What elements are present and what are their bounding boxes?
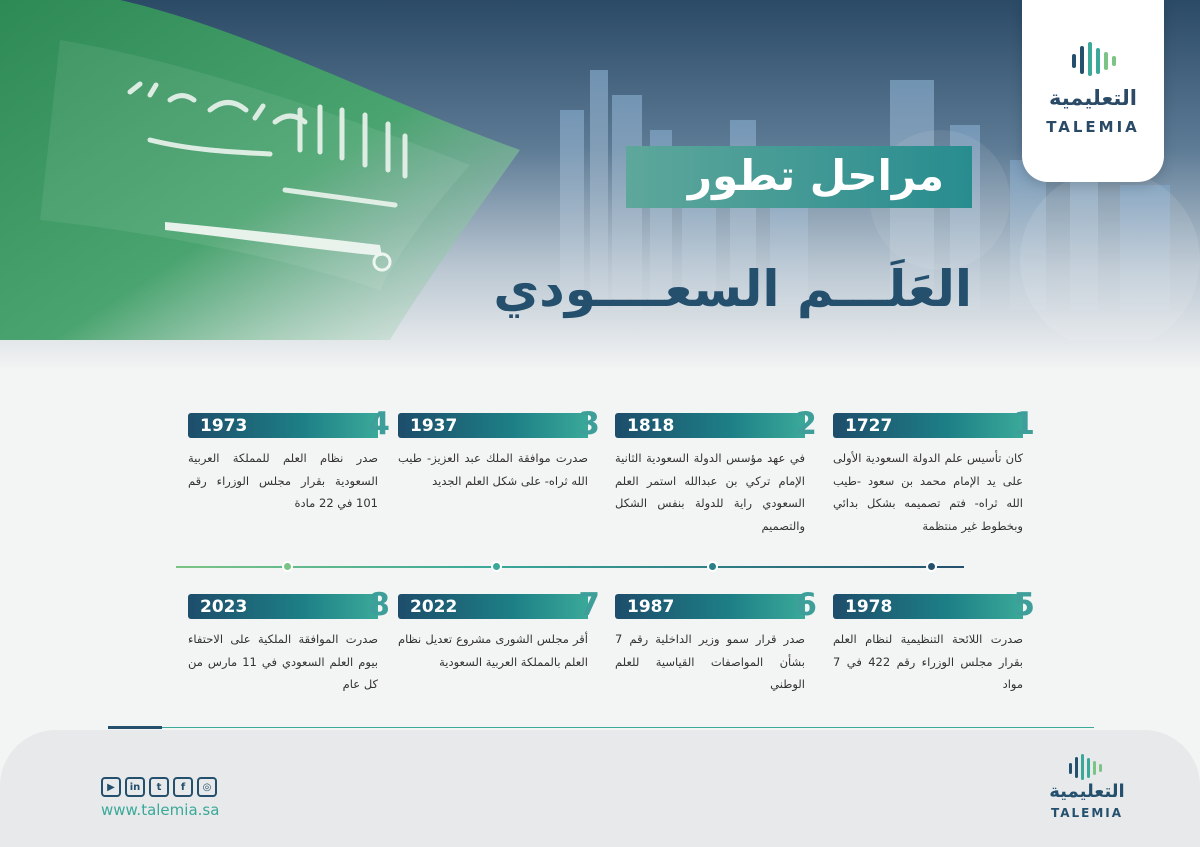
step-number: 4 xyxy=(368,406,390,442)
step-description: صدرت موافقة الملك عبد العزيز- طيب الله ثراه- على شكل العلم الجديد xyxy=(398,451,588,488)
step-year: 1818 xyxy=(627,416,675,436)
step-number: 1 xyxy=(1013,406,1035,442)
step-year: 1978 xyxy=(845,597,893,617)
footer-logo-bars-icon xyxy=(1069,754,1105,780)
logo-arabic-text: التعليمية xyxy=(1048,86,1138,110)
talemia-logo-card[interactable] xyxy=(1022,0,1164,182)
footer-divider-line xyxy=(162,727,1094,728)
step-description: صدر نظام العلم للمملكة العربية السعودية بقرار مجلس الوزراء رقم 101 في 22 مادة xyxy=(188,451,378,510)
footer-logo-english-text: TALEMIA xyxy=(1050,806,1124,820)
step-year: 2023 xyxy=(200,597,248,617)
page-title-line1: مراحل تطور xyxy=(687,151,944,200)
hero-banner xyxy=(0,0,1200,370)
twitter-icon[interactable]: t xyxy=(149,777,169,797)
step-year: 1727 xyxy=(845,416,893,436)
step-year: 2022 xyxy=(410,597,458,617)
step-description: في عهد مؤسس الدولة السعودية الثانية الإمام تركي بن عبدالله استمر العلم السعودي راية للدولة بنفس الشكل والتصميم xyxy=(615,451,805,533)
instagram-icon[interactable]: ◎ xyxy=(197,777,217,797)
step-description: أقر مجلس الشورى مشروع تعديل نظام العلم بالمملكة العربية السعودية xyxy=(398,632,588,669)
step-number: 2 xyxy=(795,406,817,442)
step-year: 1973 xyxy=(200,416,248,436)
step-number: 5 xyxy=(1013,587,1035,623)
step-description: صدرت الموافقة الملكية على الاحتفاء بيوم العلم السعودي في 11 مارس من كل عام xyxy=(188,632,378,691)
step-number: 3 xyxy=(578,406,600,442)
linkedin-icon[interactable]: in xyxy=(125,777,145,797)
step-number: 6 xyxy=(795,587,817,623)
step-number: 8 xyxy=(368,587,390,623)
timeline-dot xyxy=(926,561,937,572)
facebook-icon[interactable]: f xyxy=(173,777,193,797)
youtube-icon[interactable]: ▶ xyxy=(101,777,121,797)
page-title-line2: العَلَـــم السعــــودي xyxy=(493,260,972,318)
step-year: 1937 xyxy=(410,416,458,436)
step-year: 1987 xyxy=(627,597,675,617)
timeline-dot xyxy=(491,561,502,572)
social-links xyxy=(101,777,217,797)
step-number: 7 xyxy=(578,587,600,623)
footer-accent-line xyxy=(108,726,162,729)
timeline-dot xyxy=(282,561,293,572)
step-description: صدر قرار سمو وزير الداخلية رقم 7 بشأن المواصفات القياسية للعلم الوطني xyxy=(615,632,805,691)
logo-english-text: TALEMIA xyxy=(1046,118,1140,136)
step-description: صدرت اللائحة التنظيمية لنظام العلم بقرار مجلس الوزراء رقم 422 في 7 مواد xyxy=(833,632,1023,691)
step-description: كان تأسيس علم الدولة السعودية الأولى على يد الإمام محمد بن سعود -طيب الله ثراه- فتم تصميمه بشكل بدائي وبخطوط غير منتظمة xyxy=(833,451,1023,533)
website-link[interactable]: www.talemia.sa xyxy=(101,801,220,819)
footer-logo-arabic-text: التعليمية xyxy=(1049,781,1125,802)
timeline-line xyxy=(176,566,964,568)
timeline-dot xyxy=(707,561,718,572)
logo-bars-icon xyxy=(1072,42,1116,76)
